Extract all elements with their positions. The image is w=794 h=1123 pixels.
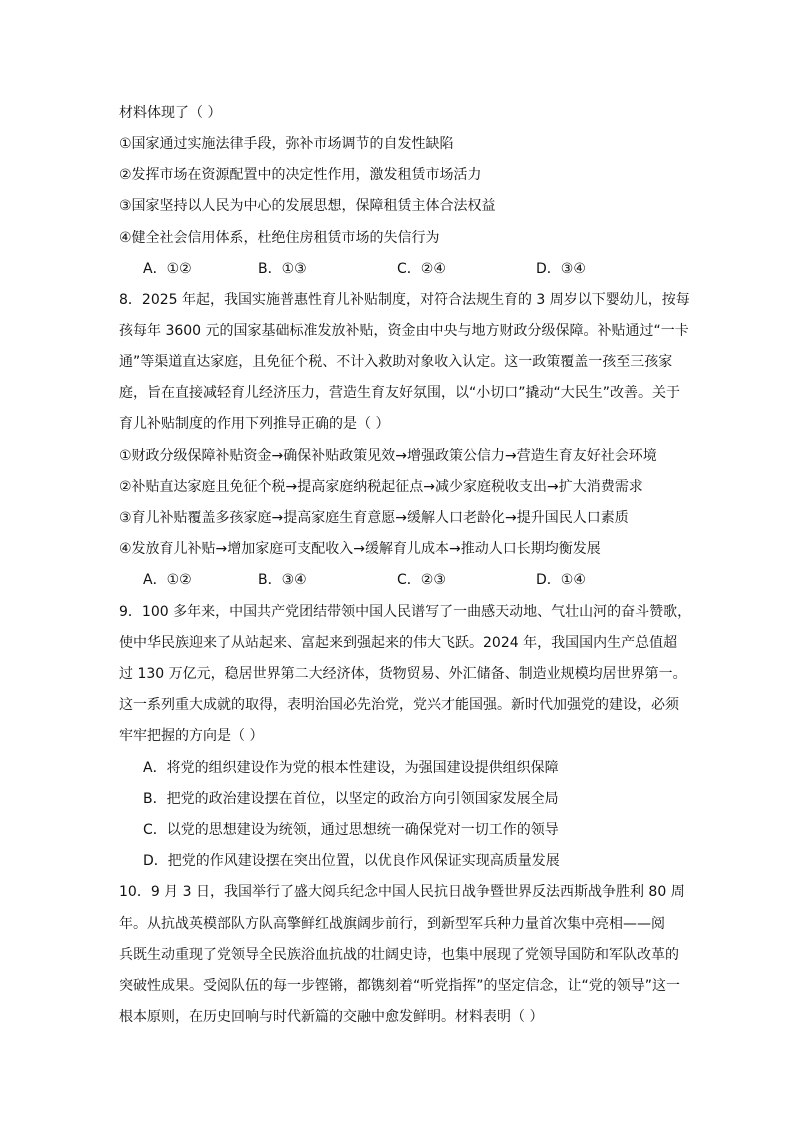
q7-choice-b: B．①③ (258, 261, 307, 277)
q9-option-b: B．把党的政治建设摆在首位，以坚定的政治方向引领国家发展全局 (143, 791, 559, 807)
q8-statement-3: ③育儿补贴覆盖多孩家庭→提高家庭生育意愿→缓解人口老龄化→提升国民人口素质 (119, 510, 629, 526)
q10-stem-line-5: 根本原则，在历史回响与时代新篇的交融中愈发鲜明。材料表明（ ） (119, 1009, 544, 1025)
q8-stem-line-5: 育儿补贴制度的作用下列推导正确的是（ ） (119, 416, 390, 432)
q8-choice-b: B．③④ (258, 572, 307, 588)
q8-statement-2: ②补贴直达家庭且免征个税→提高家庭纳税起征点→减少家庭税收支出→扩大消费需求 (119, 479, 643, 495)
q9-option-d: D．把党的作风建设摆在突出位置，以优良作风保证实现高质量发展 (143, 853, 560, 869)
q7-statement-1: ①国家通过实施法律手段，弥补市场调节的自发性缺陷 (119, 136, 454, 152)
q10-stem-line-1: 10．9 月 3 日，我国举行了盛大阅兵纪念中国人民抗日战争暨世界反法西斯战争胜利 80 周 (119, 884, 685, 900)
q8-stem-line-3: 通”等渠道直达家庭，且免征个税、不计入救助对象收入认定。这一政策覆盖一孩至三孩家 (119, 354, 673, 370)
q9-stem-line-5: 牢牢把握的方向是（ ） (119, 728, 264, 744)
q8-stem-line-1: 8．2025 年起，我国实施普惠性育儿补贴制度，对符合法规生育的 3 周岁以下婴幼儿，按每 (119, 292, 690, 308)
q9-option-a: A．将党的组织建设作为党的根本性建设，为强国建设提供组织保障 (143, 760, 559, 776)
q7-statement-3: ③国家坚持以人民为中心的发展思想，保障租赁主体合法权益 (119, 198, 496, 214)
q10-stem-line-2: 年。从抗战英模部队方队高擎鲜红战旗阔步前行，到新型军兵种力量首次集中亮相——阅 (119, 916, 665, 932)
q8-choice-a: A．①② (143, 572, 192, 588)
q9-stem-line-3: 过 130 万亿元，稳居世界第二大经济体，货物贸易、外汇储备、制造业规模均居世界第一。 (119, 666, 687, 682)
q8-statement-4: ④发放育儿补贴→增加家庭可支配收入→缓解育儿成本→推动人口长期均衡发展 (119, 541, 601, 557)
q8-choice-d: D．①④ (536, 572, 586, 588)
q7-choice-c: C．②④ (397, 261, 446, 277)
q8-stem-line-4: 庭，旨在直接减轻育儿经济压力，营造生育友好氛围，以“小切口”撬动“大民生”改善。关于 (119, 385, 681, 401)
q7-stem-tail: 材料体现了（ ） (119, 105, 222, 121)
q8-stem-line-2: 孩每年 3600 元的国家基础标准发放补贴，资金由中央与地方财政分级保障。补贴通过“一卡 (119, 323, 689, 339)
q7-statement-2: ②发挥市场在资源配置中的决定性作用，激发租赁市场活力 (119, 167, 482, 183)
q10-stem-line-3: 兵既生动重现了党领导全民族浴血抗战的壮阔史诗，也集中展现了党领导国防和军队改革的 (119, 947, 679, 963)
q9-option-c: C．以党的思想建设为统领，通过思想统一确保党对一切工作的领导 (143, 822, 559, 838)
q10-stem-line-4: 突破性成果。受阅队伍的每一步铿锵，都镌刻着“听党指挥”的坚定信念，让“党的领导”这一 (119, 978, 681, 994)
q7-choice-a: A．①② (143, 261, 192, 277)
q7-statement-4: ④健全社会信用体系，杜绝住房租赁市场的失信行为 (119, 230, 440, 246)
q9-stem-line-2: 使中华民族迎来了从站起来、富起来到强起来的伟大飞跃。2024 年，我国国内生产总值超 (119, 635, 678, 651)
q9-stem-line-4: 这一系列重大成就的取得，表明治国必先治党，党兴才能国强。新时代加强党的建设，必须 (119, 697, 679, 713)
q7-choice-d: D．③④ (536, 261, 586, 277)
q8-statement-1: ①财政分级保障补贴资金→确保补贴政策见效→增强政策公信力→营造生育友好社会环境 (119, 448, 657, 464)
q9-stem-line-1: 9．100 多年来，中国共产党团结带领中国人民谱写了一曲感天动地、气壮山河的奋斗赞歌， (119, 604, 692, 620)
q8-choice-c: C．②③ (397, 572, 446, 588)
